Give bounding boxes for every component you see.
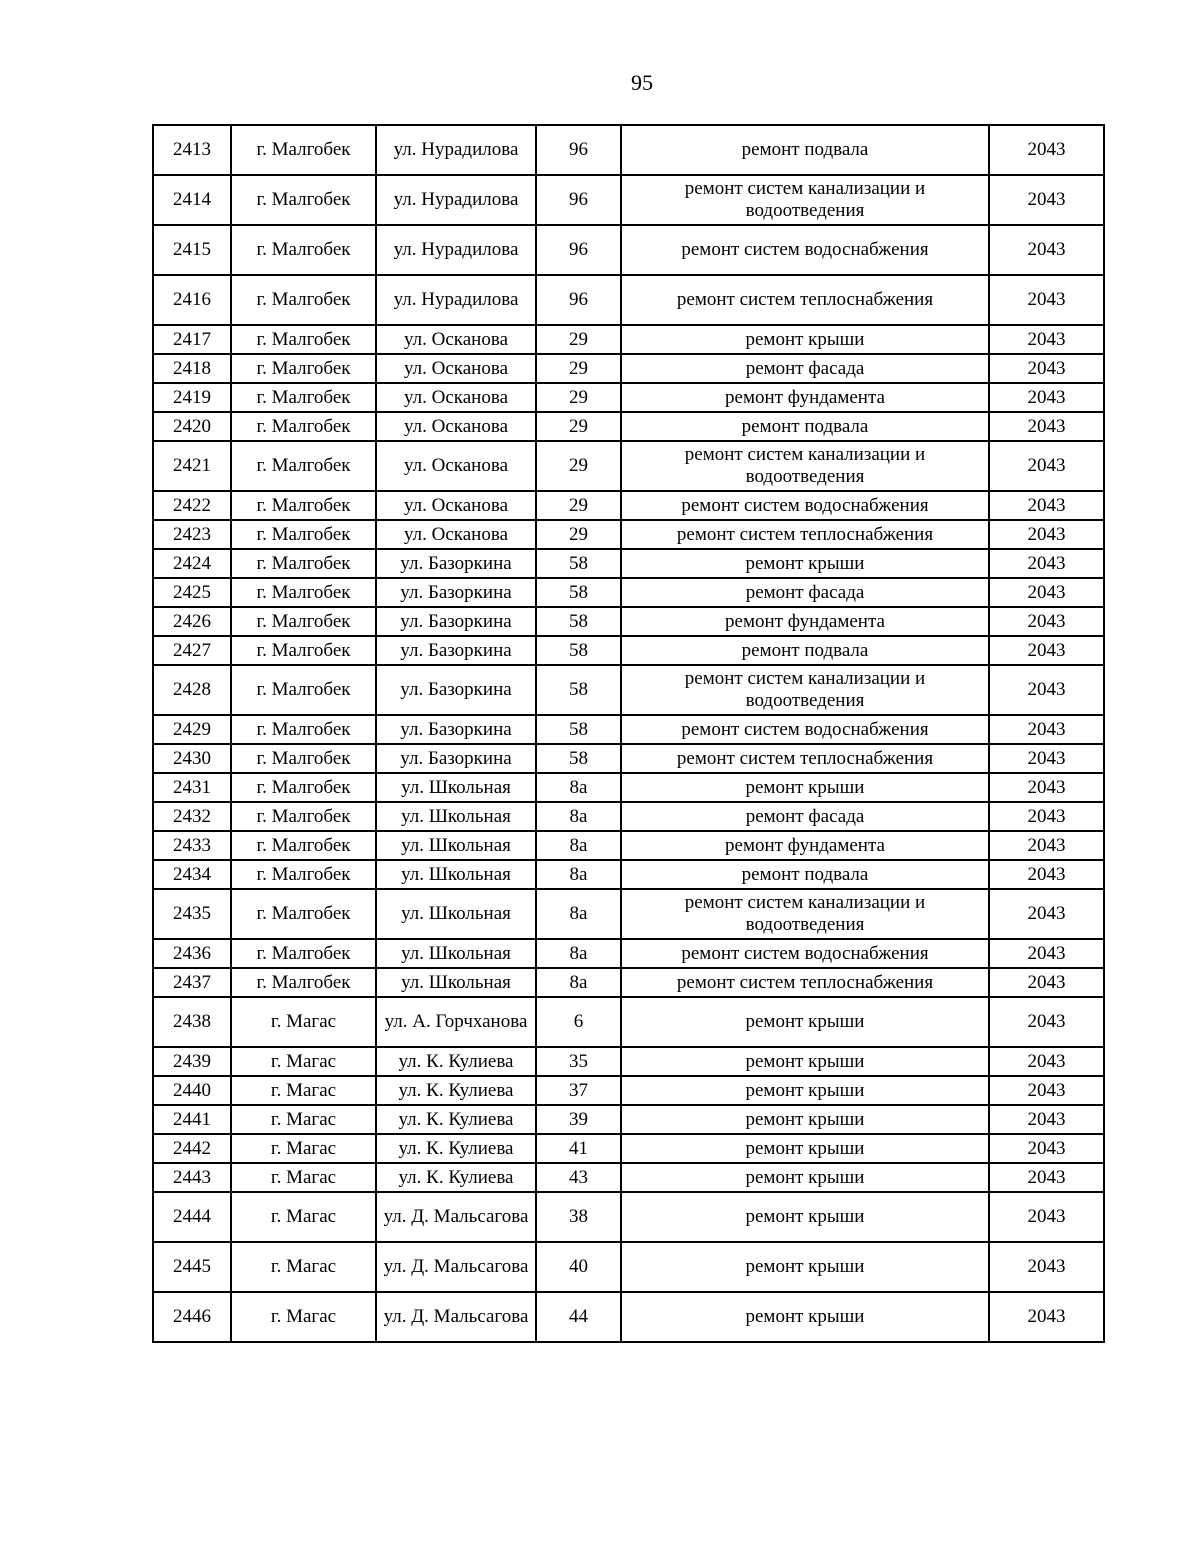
- house-number-cell: 8а: [536, 831, 621, 860]
- street-cell: ул. Школьная: [376, 860, 536, 889]
- table-row: [153, 441, 1104, 491]
- house-number-cell: 58: [536, 636, 621, 665]
- work-type-cell: ремонт систем водоснабжения: [621, 939, 989, 968]
- city-cell: г. Малгобек: [231, 744, 376, 773]
- house-number-cell: 29: [536, 325, 621, 354]
- house-number-cell: 29: [536, 491, 621, 520]
- house-number-cell: 96: [536, 125, 621, 175]
- work-type-cell: ремонт систем теплоснабжения: [621, 520, 989, 549]
- work-type-cell: ремонт крыши: [621, 1105, 989, 1134]
- row-number-cell: 2417: [153, 325, 231, 354]
- table-row: [153, 889, 1104, 939]
- house-number-cell: 40: [536, 1242, 621, 1292]
- year-cell: 2043: [989, 578, 1104, 607]
- work-type-cell: ремонт крыши: [621, 1242, 989, 1292]
- year-cell: 2043: [989, 860, 1104, 889]
- year-cell: 2043: [989, 275, 1104, 325]
- table-row: [153, 1134, 1104, 1163]
- street-cell: ул. Базоркина: [376, 636, 536, 665]
- city-cell: г. Магас: [231, 1292, 376, 1342]
- street-cell: ул. Нурадилова: [376, 175, 536, 225]
- street-cell: ул. К. Кулиева: [376, 1134, 536, 1163]
- city-cell: г. Магас: [231, 1192, 376, 1242]
- city-cell: г. Малгобек: [231, 636, 376, 665]
- row-number-cell: 2435: [153, 889, 231, 939]
- year-cell: 2043: [989, 175, 1104, 225]
- house-number-cell: 8а: [536, 939, 621, 968]
- city-cell: г. Малгобек: [231, 354, 376, 383]
- city-cell: г. Малгобек: [231, 491, 376, 520]
- row-number-cell: 2413: [153, 125, 231, 175]
- street-cell: ул. Школьная: [376, 773, 536, 802]
- row-number-cell: 2445: [153, 1242, 231, 1292]
- year-cell: 2043: [989, 773, 1104, 802]
- work-type-cell: ремонт подвала: [621, 412, 989, 441]
- city-cell: г. Малгобек: [231, 549, 376, 578]
- street-cell: ул. Осканова: [376, 441, 536, 491]
- row-number-cell: 2419: [153, 383, 231, 412]
- city-cell: г. Магас: [231, 1134, 376, 1163]
- city-cell: г. Малгобек: [231, 889, 376, 939]
- row-number-cell: 2428: [153, 665, 231, 715]
- street-cell: ул. Нурадилова: [376, 275, 536, 325]
- house-number-cell: 38: [536, 1192, 621, 1242]
- table-row: [153, 744, 1104, 773]
- city-cell: г. Малгобек: [231, 802, 376, 831]
- street-cell: ул. Базоркина: [376, 578, 536, 607]
- table-row: [153, 578, 1104, 607]
- house-number-cell: 8а: [536, 889, 621, 939]
- city-cell: г. Магас: [231, 997, 376, 1047]
- page-number: 95: [631, 70, 653, 95]
- year-cell: 2043: [989, 491, 1104, 520]
- city-cell: г. Малгобек: [231, 225, 376, 275]
- work-type-cell: ремонт крыши: [621, 1292, 989, 1342]
- street-cell: ул. Д. Мальсагова: [376, 1242, 536, 1292]
- table-row: [153, 491, 1104, 520]
- table-row: [153, 520, 1104, 549]
- city-cell: г. Малгобек: [231, 607, 376, 636]
- work-type-cell: ремонт систем теплоснабжения: [621, 275, 989, 325]
- street-cell: ул. Осканова: [376, 491, 536, 520]
- city-cell: г. Магас: [231, 1076, 376, 1105]
- table-row: [153, 607, 1104, 636]
- street-cell: ул. К. Кулиева: [376, 1105, 536, 1134]
- work-type-cell: ремонт систем теплоснабжения: [621, 744, 989, 773]
- table-row: [153, 1163, 1104, 1192]
- table-row: [153, 1076, 1104, 1105]
- row-number-cell: 2434: [153, 860, 231, 889]
- year-cell: 2043: [989, 441, 1104, 491]
- street-cell: ул. Нурадилова: [376, 125, 536, 175]
- house-number-cell: 96: [536, 175, 621, 225]
- table-row: [153, 773, 1104, 802]
- city-cell: г. Малгобек: [231, 412, 376, 441]
- street-cell: ул. А. Горчханова: [376, 997, 536, 1047]
- table-row: [153, 802, 1104, 831]
- city-cell: г. Магас: [231, 1242, 376, 1292]
- table-row: [153, 125, 1104, 175]
- street-cell: ул. Школьная: [376, 939, 536, 968]
- row-number-cell: 2431: [153, 773, 231, 802]
- row-number-cell: 2421: [153, 441, 231, 491]
- table-row: [153, 636, 1104, 665]
- house-number-cell: 58: [536, 744, 621, 773]
- house-number-cell: 29: [536, 383, 621, 412]
- row-number-cell: 2443: [153, 1163, 231, 1192]
- table-row: [153, 354, 1104, 383]
- row-number-cell: 2415: [153, 225, 231, 275]
- year-cell: 2043: [989, 997, 1104, 1047]
- table-row: [153, 225, 1104, 275]
- city-cell: г. Малгобек: [231, 939, 376, 968]
- row-number-cell: 2422: [153, 491, 231, 520]
- street-cell: ул. Осканова: [376, 383, 536, 412]
- row-number-cell: 2433: [153, 831, 231, 860]
- table-row: [153, 939, 1104, 968]
- work-type-cell: ремонт крыши: [621, 773, 989, 802]
- row-number-cell: 2440: [153, 1076, 231, 1105]
- city-cell: г. Малгобек: [231, 520, 376, 549]
- row-number-cell: 2438: [153, 997, 231, 1047]
- work-type-cell: ремонт систем канализации и водоотведения: [621, 175, 989, 225]
- table-row: [153, 1242, 1104, 1292]
- city-cell: г. Малгобек: [231, 125, 376, 175]
- city-cell: г. Малгобек: [231, 773, 376, 802]
- year-cell: 2043: [989, 1105, 1104, 1134]
- house-number-cell: 8а: [536, 968, 621, 997]
- year-cell: 2043: [989, 939, 1104, 968]
- year-cell: 2043: [989, 1163, 1104, 1192]
- work-type-cell: ремонт крыши: [621, 997, 989, 1047]
- table-row: [153, 831, 1104, 860]
- house-number-cell: 29: [536, 520, 621, 549]
- row-number-cell: 2423: [153, 520, 231, 549]
- street-cell: ул. К. Кулиева: [376, 1076, 536, 1105]
- row-number-cell: 2426: [153, 607, 231, 636]
- work-type-cell: ремонт фасада: [621, 802, 989, 831]
- table-row: [153, 997, 1104, 1047]
- street-cell: ул. Базоркина: [376, 665, 536, 715]
- row-number-cell: 2427: [153, 636, 231, 665]
- table-row: [153, 1047, 1104, 1076]
- street-cell: ул. К. Кулиева: [376, 1047, 536, 1076]
- work-type-cell: ремонт фундамента: [621, 607, 989, 636]
- year-cell: 2043: [989, 1192, 1104, 1242]
- work-type-cell: ремонт систем канализации и водоотведения: [621, 665, 989, 715]
- year-cell: 2043: [989, 715, 1104, 744]
- street-cell: ул. Школьная: [376, 802, 536, 831]
- row-number-cell: 2429: [153, 715, 231, 744]
- street-cell: ул. Школьная: [376, 968, 536, 997]
- work-type-cell: ремонт систем канализации и водоотведения: [621, 889, 989, 939]
- work-type-cell: ремонт подвала: [621, 125, 989, 175]
- house-number-cell: 8а: [536, 860, 621, 889]
- house-number-cell: 58: [536, 607, 621, 636]
- year-cell: 2043: [989, 831, 1104, 860]
- row-number-cell: 2432: [153, 802, 231, 831]
- row-number-cell: 2430: [153, 744, 231, 773]
- table-row: [153, 412, 1104, 441]
- street-cell: ул. Школьная: [376, 889, 536, 939]
- house-number-cell: 58: [536, 715, 621, 744]
- street-cell: ул. Д. Мальсагова: [376, 1192, 536, 1242]
- street-cell: ул. Базоркина: [376, 744, 536, 773]
- row-number-cell: 2444: [153, 1192, 231, 1242]
- row-number-cell: 2446: [153, 1292, 231, 1342]
- year-cell: 2043: [989, 383, 1104, 412]
- house-number-cell: 8а: [536, 802, 621, 831]
- city-cell: г. Малгобек: [231, 383, 376, 412]
- city-cell: г. Малгобек: [231, 665, 376, 715]
- works-table-body: [153, 125, 1104, 1342]
- year-cell: 2043: [989, 125, 1104, 175]
- city-cell: г. Малгобек: [231, 715, 376, 744]
- row-number-cell: 2441: [153, 1105, 231, 1134]
- house-number-cell: 6: [536, 997, 621, 1047]
- work-type-cell: ремонт систем канализации и водоотведения: [621, 441, 989, 491]
- year-cell: 2043: [989, 412, 1104, 441]
- row-number-cell: 2420: [153, 412, 231, 441]
- city-cell: г. Малгобек: [231, 968, 376, 997]
- house-number-cell: 39: [536, 1105, 621, 1134]
- house-number-cell: 35: [536, 1047, 621, 1076]
- table-row: [153, 1292, 1104, 1342]
- street-cell: ул. Школьная: [376, 831, 536, 860]
- work-type-cell: ремонт фундамента: [621, 383, 989, 412]
- work-type-cell: ремонт систем теплоснабжения: [621, 968, 989, 997]
- year-cell: 2043: [989, 520, 1104, 549]
- city-cell: г. Магас: [231, 1105, 376, 1134]
- row-number-cell: 2439: [153, 1047, 231, 1076]
- street-cell: ул. Базоркина: [376, 607, 536, 636]
- house-number-cell: 29: [536, 354, 621, 383]
- table-row: [153, 549, 1104, 578]
- table-row: [153, 175, 1104, 225]
- row-number-cell: 2425: [153, 578, 231, 607]
- house-number-cell: 58: [536, 665, 621, 715]
- row-number-cell: 2437: [153, 968, 231, 997]
- house-number-cell: 58: [536, 549, 621, 578]
- row-number-cell: 2418: [153, 354, 231, 383]
- year-cell: 2043: [989, 889, 1104, 939]
- year-cell: 2043: [989, 1134, 1104, 1163]
- row-number-cell: 2442: [153, 1134, 231, 1163]
- work-type-cell: ремонт фундамента: [621, 831, 989, 860]
- row-number-cell: 2436: [153, 939, 231, 968]
- table-row: [153, 383, 1104, 412]
- work-type-cell: ремонт систем водоснабжения: [621, 715, 989, 744]
- house-number-cell: 41: [536, 1134, 621, 1163]
- year-cell: 2043: [989, 1292, 1104, 1342]
- table-row: [153, 275, 1104, 325]
- year-cell: 2043: [989, 1076, 1104, 1105]
- city-cell: г. Малгобек: [231, 831, 376, 860]
- work-type-cell: ремонт фасада: [621, 578, 989, 607]
- city-cell: г. Малгобек: [231, 860, 376, 889]
- city-cell: г. Малгобек: [231, 578, 376, 607]
- work-type-cell: ремонт фасада: [621, 354, 989, 383]
- year-cell: 2043: [989, 968, 1104, 997]
- work-type-cell: ремонт крыши: [621, 1076, 989, 1105]
- table-row: [153, 325, 1104, 354]
- house-number-cell: 29: [536, 441, 621, 491]
- house-number-cell: 8а: [536, 773, 621, 802]
- city-cell: г. Магас: [231, 1163, 376, 1192]
- year-cell: 2043: [989, 1242, 1104, 1292]
- row-number-cell: 2414: [153, 175, 231, 225]
- table-row: [153, 1192, 1104, 1242]
- street-cell: ул. Осканова: [376, 412, 536, 441]
- street-cell: ул. К. Кулиева: [376, 1163, 536, 1192]
- row-number-cell: 2424: [153, 549, 231, 578]
- street-cell: ул. Нурадилова: [376, 225, 536, 275]
- house-number-cell: 96: [536, 225, 621, 275]
- house-number-cell: 58: [536, 578, 621, 607]
- city-cell: г. Магас: [231, 1047, 376, 1076]
- house-number-cell: 43: [536, 1163, 621, 1192]
- street-cell: ул. Осканова: [376, 520, 536, 549]
- year-cell: 2043: [989, 607, 1104, 636]
- year-cell: 2043: [989, 354, 1104, 383]
- work-type-cell: ремонт крыши: [621, 1163, 989, 1192]
- year-cell: 2043: [989, 802, 1104, 831]
- street-cell: ул. Базоркина: [376, 549, 536, 578]
- work-type-cell: ремонт крыши: [621, 325, 989, 354]
- works-table: [152, 124, 1105, 1343]
- street-cell: ул. Д. Мальсагова: [376, 1292, 536, 1342]
- city-cell: г. Малгобек: [231, 175, 376, 225]
- work-type-cell: ремонт крыши: [621, 1047, 989, 1076]
- row-number-cell: 2416: [153, 275, 231, 325]
- work-type-cell: ремонт подвала: [621, 860, 989, 889]
- work-type-cell: ремонт крыши: [621, 1134, 989, 1163]
- city-cell: г. Малгобек: [231, 275, 376, 325]
- work-type-cell: ремонт систем водоснабжения: [621, 225, 989, 275]
- work-type-cell: ремонт крыши: [621, 549, 989, 578]
- work-type-cell: ремонт крыши: [621, 1192, 989, 1242]
- year-cell: 2043: [989, 744, 1104, 773]
- street-cell: ул. Базоркина: [376, 715, 536, 744]
- work-type-cell: ремонт систем водоснабжения: [621, 491, 989, 520]
- year-cell: 2043: [989, 665, 1104, 715]
- street-cell: ул. Осканова: [376, 354, 536, 383]
- table-row: [153, 715, 1104, 744]
- house-number-cell: 29: [536, 412, 621, 441]
- year-cell: 2043: [989, 549, 1104, 578]
- table-row: [153, 860, 1104, 889]
- year-cell: 2043: [989, 636, 1104, 665]
- table-row: [153, 665, 1104, 715]
- work-type-cell: ремонт подвала: [621, 636, 989, 665]
- street-cell: ул. Осканова: [376, 325, 536, 354]
- city-cell: г. Малгобек: [231, 441, 376, 491]
- house-number-cell: 44: [536, 1292, 621, 1342]
- city-cell: г. Малгобек: [231, 325, 376, 354]
- year-cell: 2043: [989, 1047, 1104, 1076]
- house-number-cell: 96: [536, 275, 621, 325]
- table-row: [153, 968, 1104, 997]
- house-number-cell: 37: [536, 1076, 621, 1105]
- year-cell: 2043: [989, 325, 1104, 354]
- table-row: [153, 1105, 1104, 1134]
- year-cell: 2043: [989, 225, 1104, 275]
